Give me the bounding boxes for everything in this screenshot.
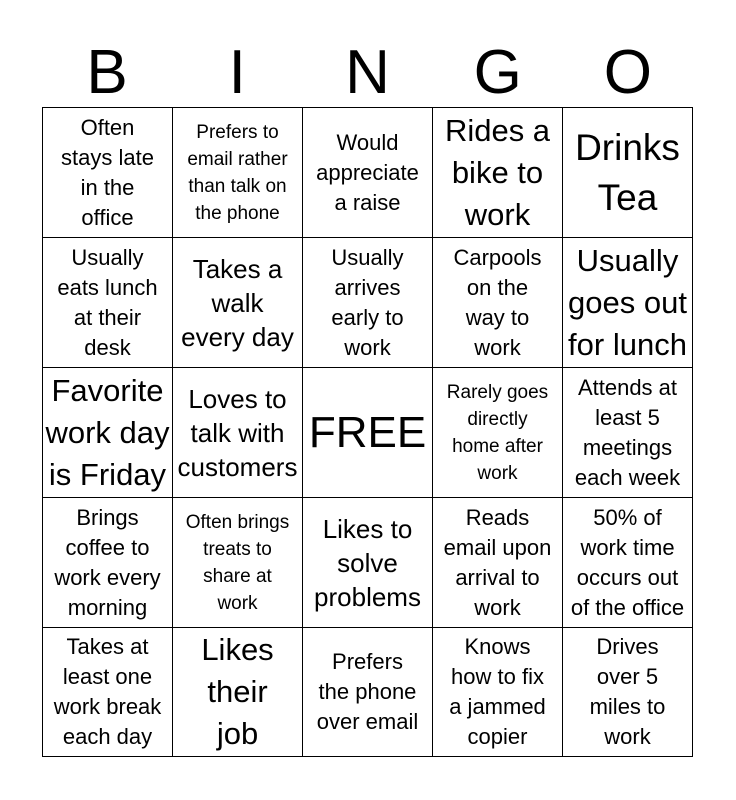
bingo-cell-label: Prefers the phone over email xyxy=(316,649,419,734)
bingo-cell-label: Favorite work day is Friday xyxy=(45,372,170,492)
header-letter-i: I xyxy=(228,38,246,107)
bingo-cell-label: Often brings treats to share at work xyxy=(185,511,290,614)
header-letter-o: O xyxy=(603,38,652,107)
header-letter-g: G xyxy=(473,38,522,107)
bingo-cell-label: Takes a walk every day xyxy=(181,253,294,352)
bingo-cell-label: Rarely goes directly home after work xyxy=(446,381,549,484)
bingo-cell-label: Would appreciate a raise xyxy=(316,129,419,215)
free-space-cell[interactable] xyxy=(303,368,433,498)
bingo-cell[interactable] xyxy=(303,498,433,628)
bingo-cell[interactable] xyxy=(433,108,563,238)
bingo-cell-label: Takes at least one work break each day xyxy=(53,634,162,749)
bingo-header xyxy=(42,38,693,108)
bingo-cell-label: Drives over 5 miles to work xyxy=(589,634,666,749)
bingo-cell[interactable] xyxy=(303,108,433,238)
bingo-cell[interactable] xyxy=(173,238,303,368)
bingo-cell[interactable] xyxy=(303,628,433,756)
bingo-cell[interactable] xyxy=(43,498,173,628)
bingo-cell-label: Attends at least 5 meetings each week xyxy=(574,374,681,490)
bingo-cell-label: Knows how to fix a jammed copier xyxy=(449,634,546,749)
bingo-cell[interactable] xyxy=(433,628,563,756)
bingo-cell[interactable] xyxy=(303,238,433,368)
bingo-cell[interactable] xyxy=(43,108,173,238)
bingo-cell[interactable] xyxy=(563,368,692,498)
bingo-cell[interactable] xyxy=(43,368,173,498)
bingo-cell[interactable] xyxy=(173,498,303,628)
bingo-cell-label: Likes their job xyxy=(201,632,274,751)
header-letter-n: N xyxy=(345,38,390,107)
bingo-cell-label: Reads email upon arrival to work xyxy=(443,504,552,620)
bingo-cell[interactable] xyxy=(173,108,303,238)
bingo-cell[interactable] xyxy=(173,368,303,498)
bingo-cell-label: Usually eats lunch at their desk xyxy=(57,244,158,360)
bingo-cell-label: Often stays late in the office xyxy=(61,114,154,230)
bingo-cell-label: Loves to talk with customers xyxy=(177,383,298,482)
bingo-cell-label: Carpools on the way to work xyxy=(453,244,542,360)
bingo-cell[interactable] xyxy=(563,238,692,368)
bingo-card xyxy=(42,107,693,757)
bingo-cell-label: Likes to solve problems xyxy=(314,513,421,612)
bingo-cell-label: 50% of work time occurs out of the office xyxy=(570,504,685,620)
bingo-cell-label: Usually arrives early to work xyxy=(331,244,404,360)
bingo-cell[interactable] xyxy=(43,238,173,368)
bingo-cell[interactable] xyxy=(173,628,303,756)
bingo-cell-label: Usually goes out for lunch xyxy=(568,242,687,362)
bingo-cell[interactable] xyxy=(563,628,692,756)
bingo-cell[interactable] xyxy=(433,498,563,628)
bingo-cell[interactable] xyxy=(563,108,692,238)
bingo-cell[interactable] xyxy=(433,238,563,368)
bingo-cell-label: Brings coffee to work every morning xyxy=(54,504,161,620)
bingo-cell[interactable] xyxy=(433,368,563,498)
bingo-cell-label: FREE xyxy=(308,407,427,457)
bingo-cell-label: Drinks Tea xyxy=(575,126,680,218)
bingo-cell[interactable] xyxy=(563,498,692,628)
header-letter-b: B xyxy=(86,38,128,107)
bingo-cell[interactable] xyxy=(43,628,173,756)
bingo-cell-label: Prefers to email rather than talk on the phone xyxy=(187,121,288,224)
bingo-cell-label: Rides a bike to work xyxy=(444,112,551,232)
